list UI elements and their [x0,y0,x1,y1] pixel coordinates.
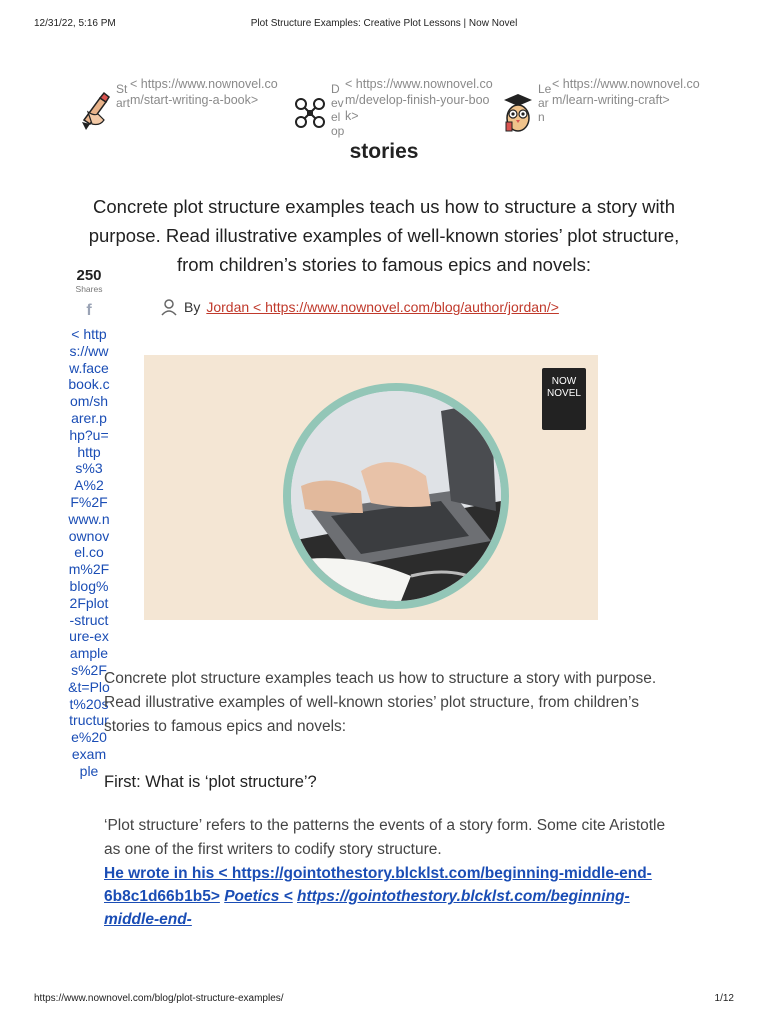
body-paragraph-2: ‘Plot structure’ refers to the patterns the events of a story form. Some cite Aristotle as one of the first writers to codify story structure. [104,817,666,858]
poetics-source-link[interactable]: He wrote in his < https://gointothestory.blcklst.com/beginning-middle-end-6b8c1d66b1b5> [104,865,652,905]
poetics-link[interactable]: Poetics < [224,888,293,905]
byline-prefix: By [184,299,201,315]
print-page-number: 1/12 [714,993,734,1004]
body-link-paragraph [104,862,684,931]
user-icon [160,298,178,316]
print-datetime: 12/31/22, 5:16 PM [34,18,116,29]
nav-short-label: Start [116,82,131,110]
print-page-title: Plot Structure Examples: Creative Plot Lessons | Now Novel [250,18,518,29]
hero-image [144,355,598,620]
nav-item-learn[interactable] [500,76,710,146]
share-label: Shares [75,284,103,294]
nav-item-develop[interactable] [293,76,493,146]
facebook-share-link[interactable]: < https://www.facebook.com/sharer.php?u=https%3A%2F%2Fwww.nownovel.com%2Fblog%2Fplot-structure-examples%2F&t=Plot%20structure%20example [68,326,110,779]
laptop-hands-illustration [291,391,501,601]
drone-icon [293,90,329,132]
nav-short-label: Learn [538,82,552,124]
pen-hand-icon [78,90,114,132]
nav-short-label: Develop [331,82,345,138]
nav-item-start[interactable] [78,76,278,146]
print-footer-url: https://www.nownovel.com/blog/plot-structure-examples/ [34,993,284,1004]
facebook-icon[interactable]: f [86,302,92,319]
byline [160,298,660,316]
share-count: 250 [76,267,102,284]
heading-fragment: stories [349,140,419,163]
share-widget [68,268,110,320]
owl-graduate-icon [500,90,536,132]
now-novel-book-logo: NOW NOVEL [542,368,586,430]
intro-text: Concrete plot structure examples teach us how to structure a story with purpose. Read illustrative examples of well-known stories’ plot structure, from children’s stories to famous epics and novels: [88,196,680,275]
author-link[interactable]: Jordan < https://www.nownovel.com/blog/author/jordan/> [206,299,559,315]
nav-link-url[interactable]: < https://www.nownovel.com/develop-finish-your-book> [345,77,493,123]
laptop-typing-photo [283,383,509,609]
poetics-url-link[interactable]: https://gointothestory.blcklst.com/beginning-middle-end- [104,888,630,928]
nav-link-url[interactable]: < https://www.nownovel.com/start-writing-a-book> [130,77,278,107]
section-heading: First: What is ‘plot structure’? [104,773,317,791]
nav-link-url[interactable]: < https://www.nownovel.com/learn-writing-craft> [552,77,700,107]
body-paragraph-1: Concrete plot structure examples teach us how to structure a story with purpose. Read illustrative examples of well-known stories’ plot structure, from children’s stories to famous epics and novels: [104,670,657,735]
